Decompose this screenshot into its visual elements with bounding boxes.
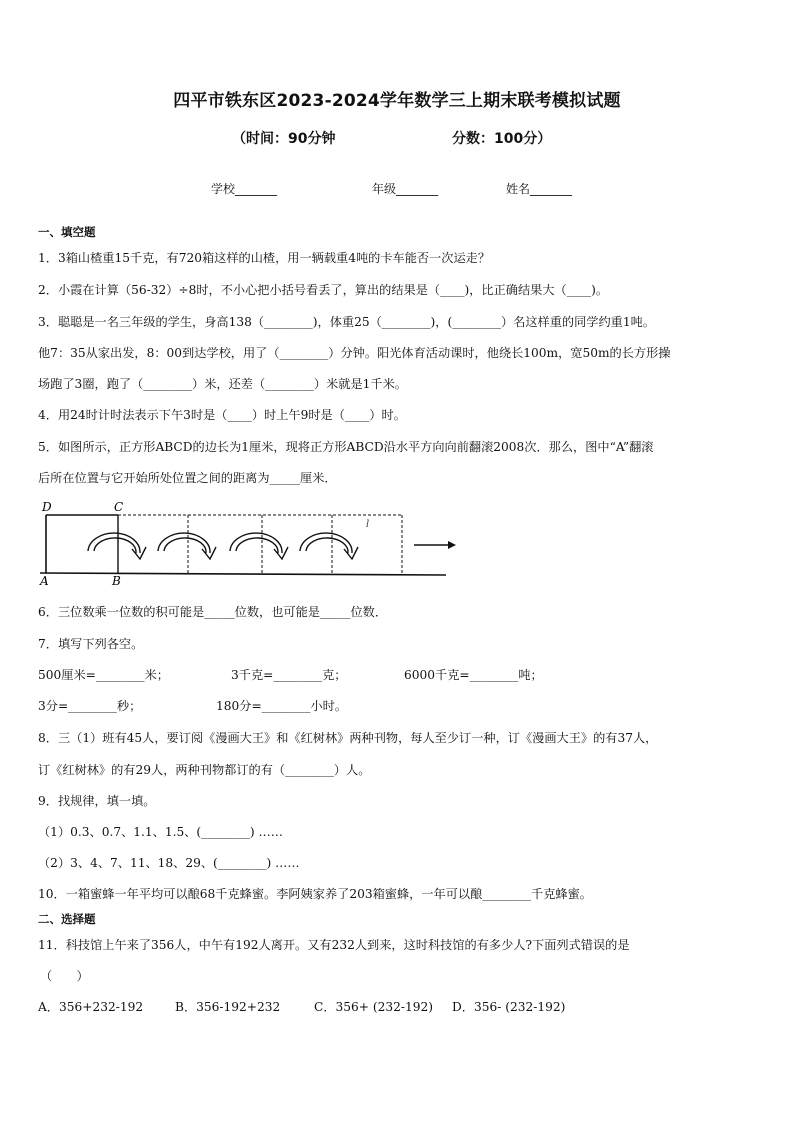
question-8-line-1: 8．三（1）班有45人，要订阅《漫画大王》和《红树林》两种刊物，每人至少订一种，订《漫画大王》的有37人，	[38, 731, 658, 745]
question-7: 7．填写下列各空。	[38, 637, 144, 651]
q7-item-hour: 180分=________小时。	[216, 699, 347, 713]
label-B: B	[112, 574, 121, 587]
question-10: 10．一箱蜜蜂一年平均可以酿68千克蜂蜜。李阿姨家养了203箱蜜蜂，一年可以酿________千克蜂蜜。	[38, 887, 592, 901]
roll-arrow-inner-icon	[306, 538, 348, 553]
direction-arrowhead-icon	[448, 541, 456, 549]
q7-item-sec: 3分=________秒；	[38, 699, 142, 713]
q7-item-cm: 500厘米=________米；	[38, 668, 169, 682]
question-5-line-1: 5．如图所示，正方形ABCD的边长为1厘米，现将正方形ABCD沿水平方向向前翻滚2008次．那么，图中“A”翻滚	[38, 440, 654, 454]
option-c: C．356+ (232-192)	[314, 1000, 434, 1014]
question-1: 1．3箱山楂重15千克，有720箱这样的山楂，用一辆载重4吨的卡车能否一次运走？	[38, 251, 491, 265]
label-A: A	[40, 574, 49, 587]
exam-time: （时间：90分钟	[232, 131, 336, 147]
page-title: 四平市铁东区2023-2024学年数学三上期末联考模拟试题	[173, 91, 621, 111]
roll-arrow-inner-icon	[94, 538, 136, 553]
question-11-answer-paren: （ ）	[40, 969, 89, 983]
roll-arrows	[88, 533, 358, 559]
question-2: 2．小霞在计算（56-32）÷8时，不小心把小括号看丢了，算出的结果是（____)，比正确结果大（____)。	[38, 283, 609, 297]
question-3-line-3: 场跑了3圈，跑了（________）米，还差（________）米就是1千米。	[38, 377, 407, 391]
option-b: B．356-192+232	[175, 1000, 281, 1014]
rolling-square-figure	[36, 497, 456, 587]
section-heading-choice: 二、选择题	[38, 912, 96, 926]
question-8-line-2: 订《红树林》的有29人，两种刊物都订的有（________）人。	[38, 763, 371, 777]
q7-item-ton: 6000千克=________吨；	[404, 668, 543, 682]
option-d: D．356- (232-192)	[452, 1000, 566, 1014]
option-a: A．356+232-192	[38, 1000, 144, 1014]
small-mark: l	[366, 519, 370, 530]
label-D: D	[42, 500, 52, 514]
school-field: 学校_______	[211, 182, 278, 196]
q7-item-kg: 3千克=________克；	[231, 668, 347, 682]
question-9-part-1: （1）0.3、0.7、1.1、1.5、(________) ……	[38, 825, 283, 839]
question-4: 4．用24时计时法表示下午3时是（____）时上午9时是（____）时。	[38, 408, 406, 422]
question-3-line-1: 3．聪聪是一名三年级的学生，身高138（________)，体重25（________)，(________）名这样重的同学约重1吨。	[38, 315, 655, 329]
question-5-line-2: 后所在位置与它开始所处位置之间的距离为_____厘米．	[38, 471, 337, 485]
question-11: 11．科技馆上午来了356人，中午有192人离开。又有232人到来，这时科技馆的有多少人?下面列式错误的是	[38, 938, 630, 952]
question-9: 9．找规律，填一填。	[38, 794, 156, 808]
ground-line	[40, 573, 446, 575]
section-heading-fill-blank: 一、填空题	[38, 225, 96, 239]
name-field: 姓名_______	[506, 182, 573, 196]
question-9-part-2: （2）3、4、7、11、18、29、(________) ……	[38, 856, 300, 870]
question-6: 6．三位数乘一位数的积可能是_____位数，也可能是_____位数．	[38, 605, 388, 619]
exam-score: 分数：100分）	[452, 131, 552, 147]
question-3-line-2: 他7：35从家出发，8：00到达学校，用了（________）分钟。阳光体育活动课时，他绕长100m，宽50m的长方形操	[38, 346, 671, 360]
grade-field: 年级_______	[372, 182, 439, 196]
roll-arrow-inner-icon	[236, 538, 278, 553]
label-C: C	[114, 500, 124, 514]
roll-arrow-inner-icon	[164, 538, 206, 553]
